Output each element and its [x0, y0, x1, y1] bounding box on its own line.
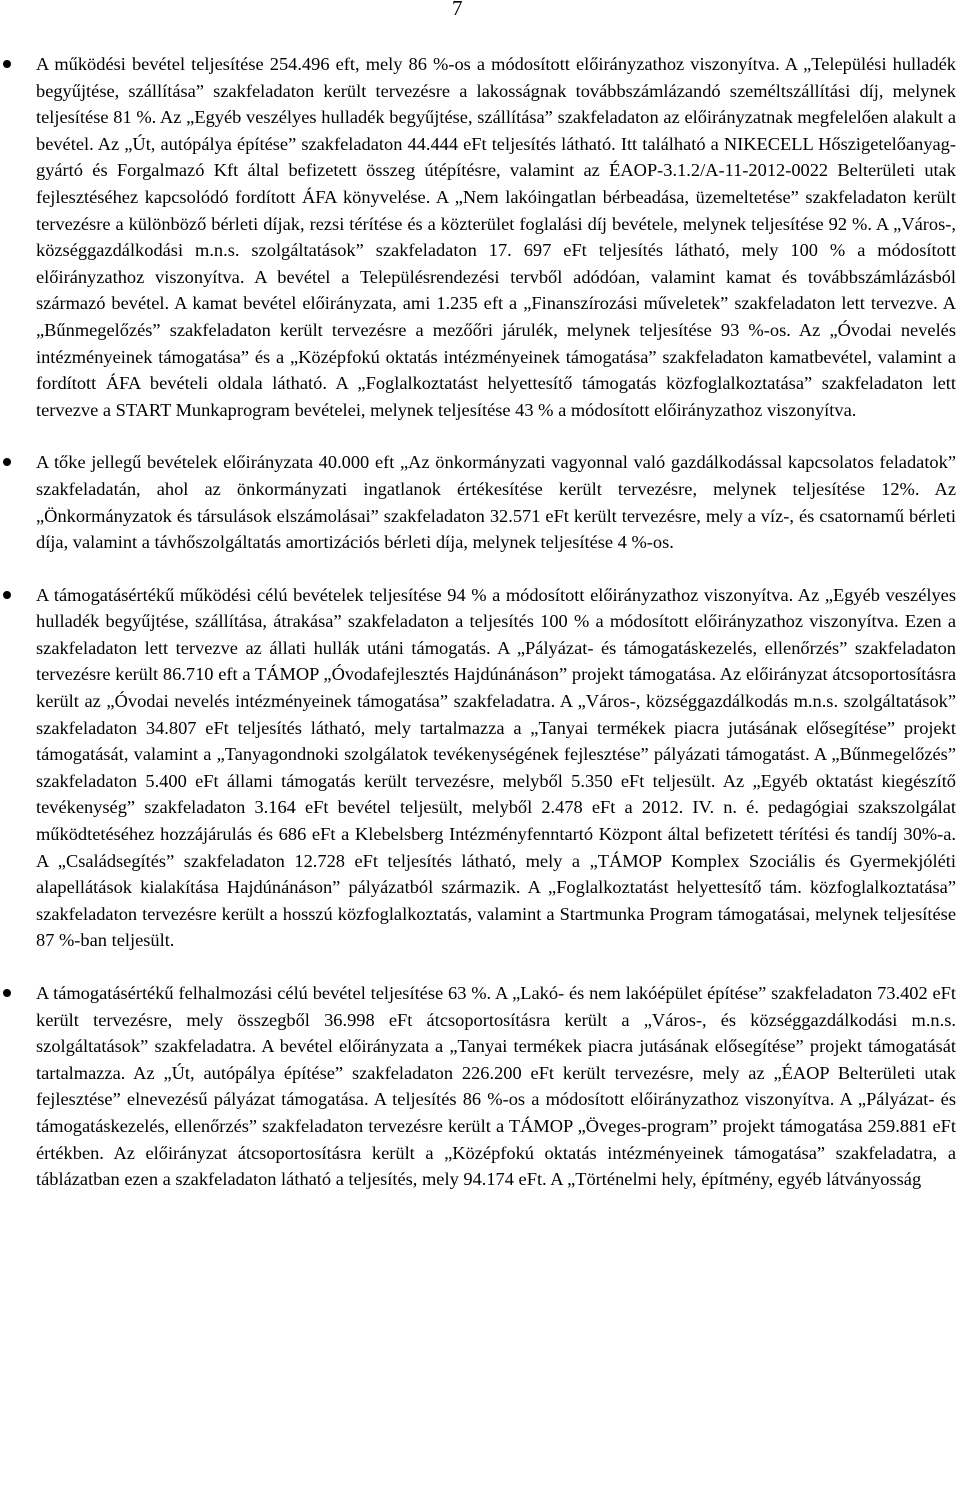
paragraph-text: A támogatásértékű felhalmozási célú bevétel teljesítése 63 %. A „Lakó- és nem lakóépület építése” szakfeladaton 73.402 eFt került tervezésre, mely összegből 36.998 eFt átcsoportosításra került a „Város-, és községgazdálkodási m.n.s. szolgáltatások” szakfeladatra. A bevétel előirányzata a „Tanyai termékek piacra jutásának elősegítése” projekt támogatását tartalmazza. Az „Út, autópálya építése” szakfeladaton 226.200 eFt került tervezésre, mely az „ÉAOP Belterületi utak fejlesztése” elnevezésű pályázat támogatása. A teljesítés 86 %-os a módosított előirányzathoz viszonyítva. A „Pályázat- és támogatáskezelés, ellenőrzés” szakfeladaton tervezésre került a TÁMOP „Öveges-program” projekt támogatása 259.881 eFt értékben. Az előirányzat átcsoportosításra került a „Középfokú oktatás intézményeinek támogatása” szakfeladatra, a táblázatban ezen a szakfeladaton látható a teljesítés, mely 94.174 eFt. A „Történelmi hely, építmény, egyéb látványosság: [36, 983, 956, 1190]
bullet-icon: [3, 458, 11, 466]
page-number: 7: [452, 0, 463, 20]
bullet-icon: [3, 60, 11, 68]
bullet-icon: [3, 989, 11, 997]
bullet-icon: [3, 591, 11, 599]
bullet-list: [0, 51, 960, 1193]
paragraph-text: A támogatásértékű működési célú bevételek teljesítése 94 % a módosított előirányzathoz viszonyítva. Az „Egyéb veszélyes hulladék begyűjtése, szállítása, átrakása” szakfeladaton a teljesítés 100 % a módosított előirányzathoz viszonyítva. Ezen a szakfeladaton lett tervezve az állati hullák utáni támogatás. A „Pályázat- és támogatáskezelés, ellenőrzés” szakfeladaton tervezésre került 86.710 eft a TÁMOP „Óvodafejlesztés Hajdúnánáson” projekt támogatása. Az előirányzat átcsoportosításra került az „Óvodai nevelés intézményeinek támogatása” szakfeladatra. A „Város-, községgazdálkodás m.n.s. szolgáltatások” szakfeladaton 34.807 eFt teljesítés látható, mely tartalmazza a „Tanyai termékek piacra jutásának elősegítése” projekt támogatását, valamint a „Tanyagondnoki szolgálatok tevékenységének fejlesztése” pályázati támogatást. A „Bűnmegelőzés” szakfeladaton 5.400 eFt állami támogatás került tervezésre, melyből 5.350 eFt teljesült. Az „Egyéb oktatást kiegészítő tevékenység” szakfeladaton 3.164 eFt bevétel teljesült, melyből 2.478 eFt a 2012. IV. n. é. pedagógiai szakszolgálat működtetéséhez hozzájárulás és 686 eFt a Klebelsberg Intézményfenntartó Központ által befizetett térítési és tandíj 30%-a. A „Családsegítés” szakfeladaton 12.728 eFt teljesítés látható, mely a „TÁMOP Komplex Szociális és Gyermekjóléti alapellátások kialakítása Hajdúnánáson” pályázatból származik. A „Foglalkoztatást helyettesítő tám. közfoglalkoztatása” szakfeladaton tervezésre került a hosszú közfoglalkoztatás, valamint a Startmunka Program támogatásai, melynek teljesítése 87 %-ban teljesült.: [36, 584, 956, 951]
bullet-paragraph-accumulation-grants: [0, 980, 960, 1193]
paragraph-text: A működési bevétel teljesítése 254.496 eft, mely 86 %-os a módosított előirányzathoz viszonyítva. A „Települési hulladék begyűjtése, szállítása” szakfeladaton került tervezésre a lakosságnak továbbszámlázandó személtszállítási díj, melynek teljesítése 81 %. Az „Egyéb veszélyes hulladék begyűjtése, szállítása” szakfeladaton az előirányzatnak megfelelően alakult a bevétel. Az „Út, autópálya építése” szakfeladaton 44.444 eFt teljesítés látható. Itt található a NIKECELL Hőszigetelőanyag-gyártó és Forgalmazó Kft által befizetett összeg útépítésre, valamint az ÉAOP-3.1.2/A-11-2012-0022 Belterületi utak fejlesztéséhez kapcsolódó fordított ÁFA könyvelése. A „Nem lakóingatlan bérbeadása, üzemeltetése” szakfeladaton került tervezésre a különböző bérleti díjak, rezsi térítése és a közterület foglalási díj bevétele, melynek teljesítése 92 %. A „Város-, községgazdálkodási m.n.s. szolgáltatások” szakfeladaton 17. 697 eFt teljesítés látható, mely 100 % a módosított előirányzathoz viszonyítva. A bevétel a Településrendezési tervből adódóan, valamint kamat és továbbszámlázásból származó bevétel. A kamat bevétel előirányzata, ami 1.235 eft a „Finanszírozási műveletek” szakfeladaton lett tervezve. A „Bűnmegelőzés” szakfeladaton került tervezésre a mezőőri járulék, melynek teljesítése 93 %-os. Az „Óvodai nevelés intézményeinek támogatása” és a „Középfokú oktatás intézményeinek támogatása” szakfeladaton kamatbevétel, valamint a fordított ÁFA bevételi oldala látható. A „Foglalkoztatást helyettesítő támogatás közfoglalkoztatása” szakfeladaton lett tervezve a START Munkaprogram bevételei, melynek teljesítése 43 % a módosított előirányzathoz viszonyítva.: [36, 54, 956, 420]
bullet-paragraph-operating-grants: [0, 582, 960, 954]
bullet-paragraph-capital-revenue: [0, 449, 960, 555]
paragraph-text: A tőke jellegű bevételek előirányzata 40.000 eft „Az önkormányzati vagyonnal való gazdálkodással kapcsolatos feladatok” szakfeladatán, ahol az önkormányzati ingatlanok értékesítése került tervezésre, melynek teljesítése 12%. Az „Önkormányzatok és társulások elszámolásai” szakfeladaton 32.571 eFt került tervezésre, mely a víz-, és csatornamű bérleti díja, valamint a távhőszolgáltatás amortizációs bérleti díja, melynek teljesítése 4 %-os.: [36, 452, 956, 553]
bullet-paragraph-operating-revenue: [0, 51, 960, 423]
